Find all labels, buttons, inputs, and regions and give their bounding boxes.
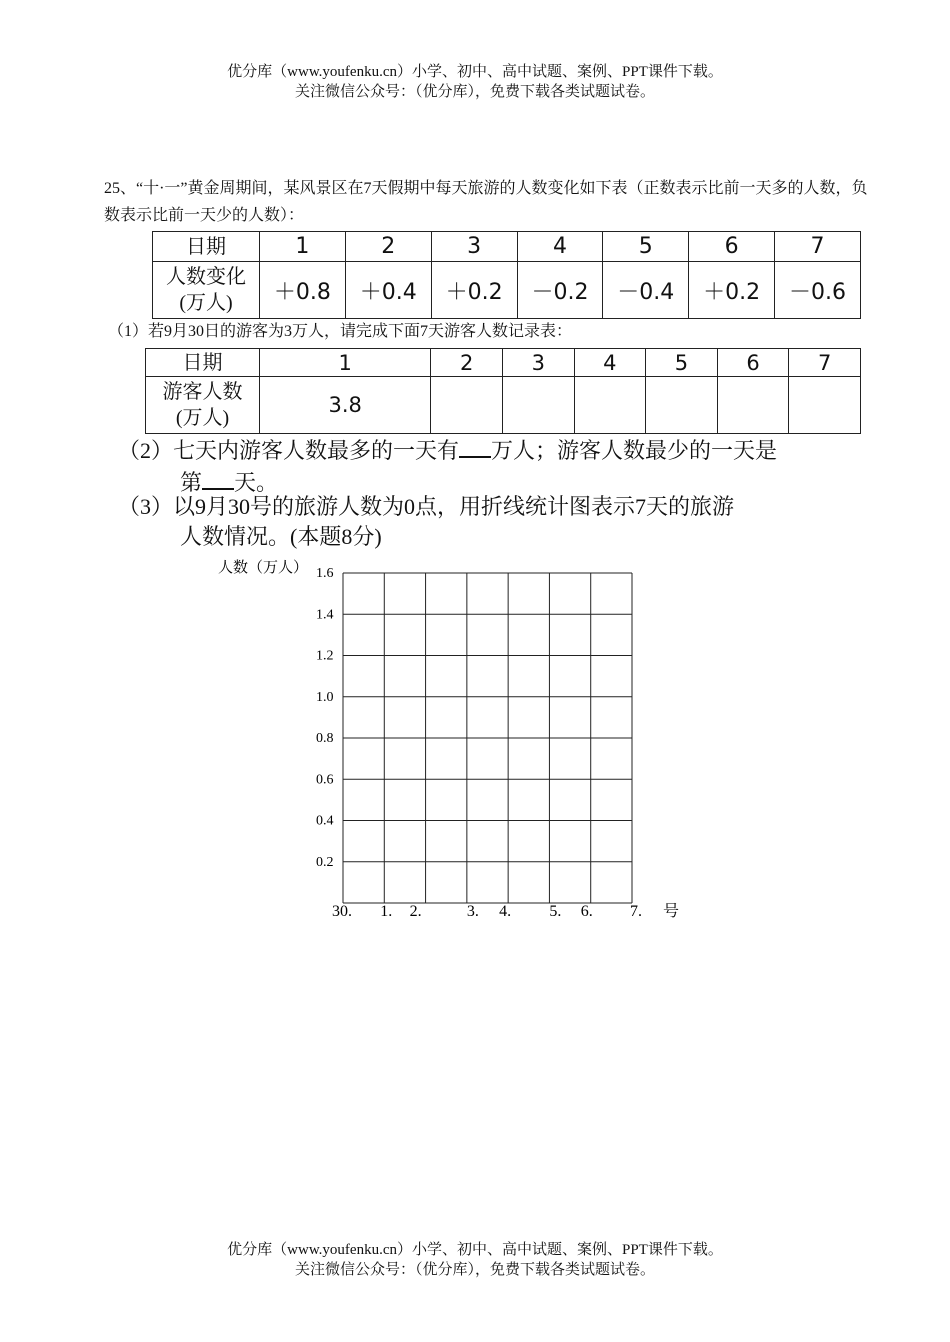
change-cell: ＋0.2 xyxy=(431,262,517,319)
y-tick-label: 1.6 xyxy=(316,566,334,581)
x-tick-label: 6. xyxy=(580,903,593,920)
day-cell: 4 xyxy=(517,232,603,262)
chart-grid xyxy=(343,573,632,903)
change-label-1: 人数变化 xyxy=(166,266,246,288)
count-cell[interactable]: 3.8 xyxy=(260,377,431,434)
x-tick-label: 5. xyxy=(549,903,562,920)
day-cell: 1 xyxy=(260,232,346,262)
x-ticks xyxy=(332,903,642,920)
change-cell: －0.2 xyxy=(517,262,603,319)
x-tick-label: 1. xyxy=(380,903,393,920)
count-label-2: (万人) xyxy=(175,407,230,429)
x-axis-label: 号 xyxy=(663,903,680,920)
change-cell: －0.4 xyxy=(603,262,689,319)
header-line-2: 关注微信公众号：（优分库），免费下载各类试题试卷。 xyxy=(294,84,655,100)
date-header: 日期 xyxy=(146,349,260,377)
y-tick-label: 0.6 xyxy=(316,772,334,788)
part3-text-b: 人数情况。(本题8分) xyxy=(180,524,382,549)
change-cell: ＋0.4 xyxy=(345,262,431,319)
part2-text-c: 第 xyxy=(180,470,203,495)
day-cell: 5 xyxy=(646,349,718,377)
footer-line-2: 关注微信公众号：（优分库），免费下载各类试题试卷。 xyxy=(294,1262,655,1278)
day-cell: 3 xyxy=(431,232,517,262)
day-cell: 7 xyxy=(789,349,861,377)
x-tick-label: 7. xyxy=(630,903,642,920)
count-label-1: 游客人数 xyxy=(162,381,243,403)
change-cell: ＋0.2 xyxy=(689,262,775,319)
date-header: 日期 xyxy=(153,232,260,262)
day-cell: 3 xyxy=(502,349,574,377)
part2-text-b: 万人；游客人数最少的一天是 xyxy=(491,438,778,463)
x-tick-label: 4. xyxy=(499,903,512,920)
y-tick-label: 1.0 xyxy=(316,689,334,705)
change-label-2: (万人) xyxy=(179,292,233,314)
page-footer xyxy=(0,1240,950,1280)
day-cell: 7 xyxy=(775,232,861,262)
y-tick-label: 0.2 xyxy=(316,854,334,870)
x-tick-label: 3. xyxy=(466,903,479,920)
day-cell: 4 xyxy=(574,349,646,377)
y-axis-label: 人数（万人） xyxy=(218,560,309,576)
y-tick-label: 1.4 xyxy=(316,607,334,623)
change-cell: ＋0.8 xyxy=(260,262,346,319)
day-cell: 5 xyxy=(603,232,689,262)
y-tick-label: 0.8 xyxy=(316,731,334,746)
x-tick-label: 2. xyxy=(409,903,422,920)
y-tick-label: 1.2 xyxy=(316,648,334,664)
day-cell: 6 xyxy=(689,232,775,262)
header-line-1: 优分库（www.youfenku.cn）小学、初中、高中试题、案例、PPT课件下载。 xyxy=(227,64,723,80)
part2-text-d: 天。 xyxy=(234,470,279,495)
day-cell: 2 xyxy=(345,232,431,262)
part3-text-a: （3）以9月30号的旅游人数为0点，用折线统计图表示7天的旅游 xyxy=(118,494,735,519)
y-ticks xyxy=(316,566,334,870)
part2-text-a: （2）七天内游客人数最多的一天有 xyxy=(118,438,460,463)
day-cell: 1 xyxy=(260,349,431,377)
day-cell: 6 xyxy=(717,349,789,377)
footer-line-1: 优分库（www.youfenku.cn）小学、初中、高中试题、案例、PPT课件下载。 xyxy=(227,1242,723,1258)
y-tick-label: 0.4 xyxy=(316,813,334,829)
question-stem: 25、“十·一”黄金周期间，某风景区在7天假期中每天旅游的人数变化如下表（正数表示比前一天多的人数，负数表示比前一天少的人数）： xyxy=(104,180,868,224)
x-tick-label: 30. xyxy=(332,903,352,920)
change-cell: －0.6 xyxy=(775,262,861,319)
day-cell: 2 xyxy=(431,349,503,377)
part1-text: （1）若9月30日的游客为3万人，请完成下面7天游客人数记录表： xyxy=(108,323,573,340)
